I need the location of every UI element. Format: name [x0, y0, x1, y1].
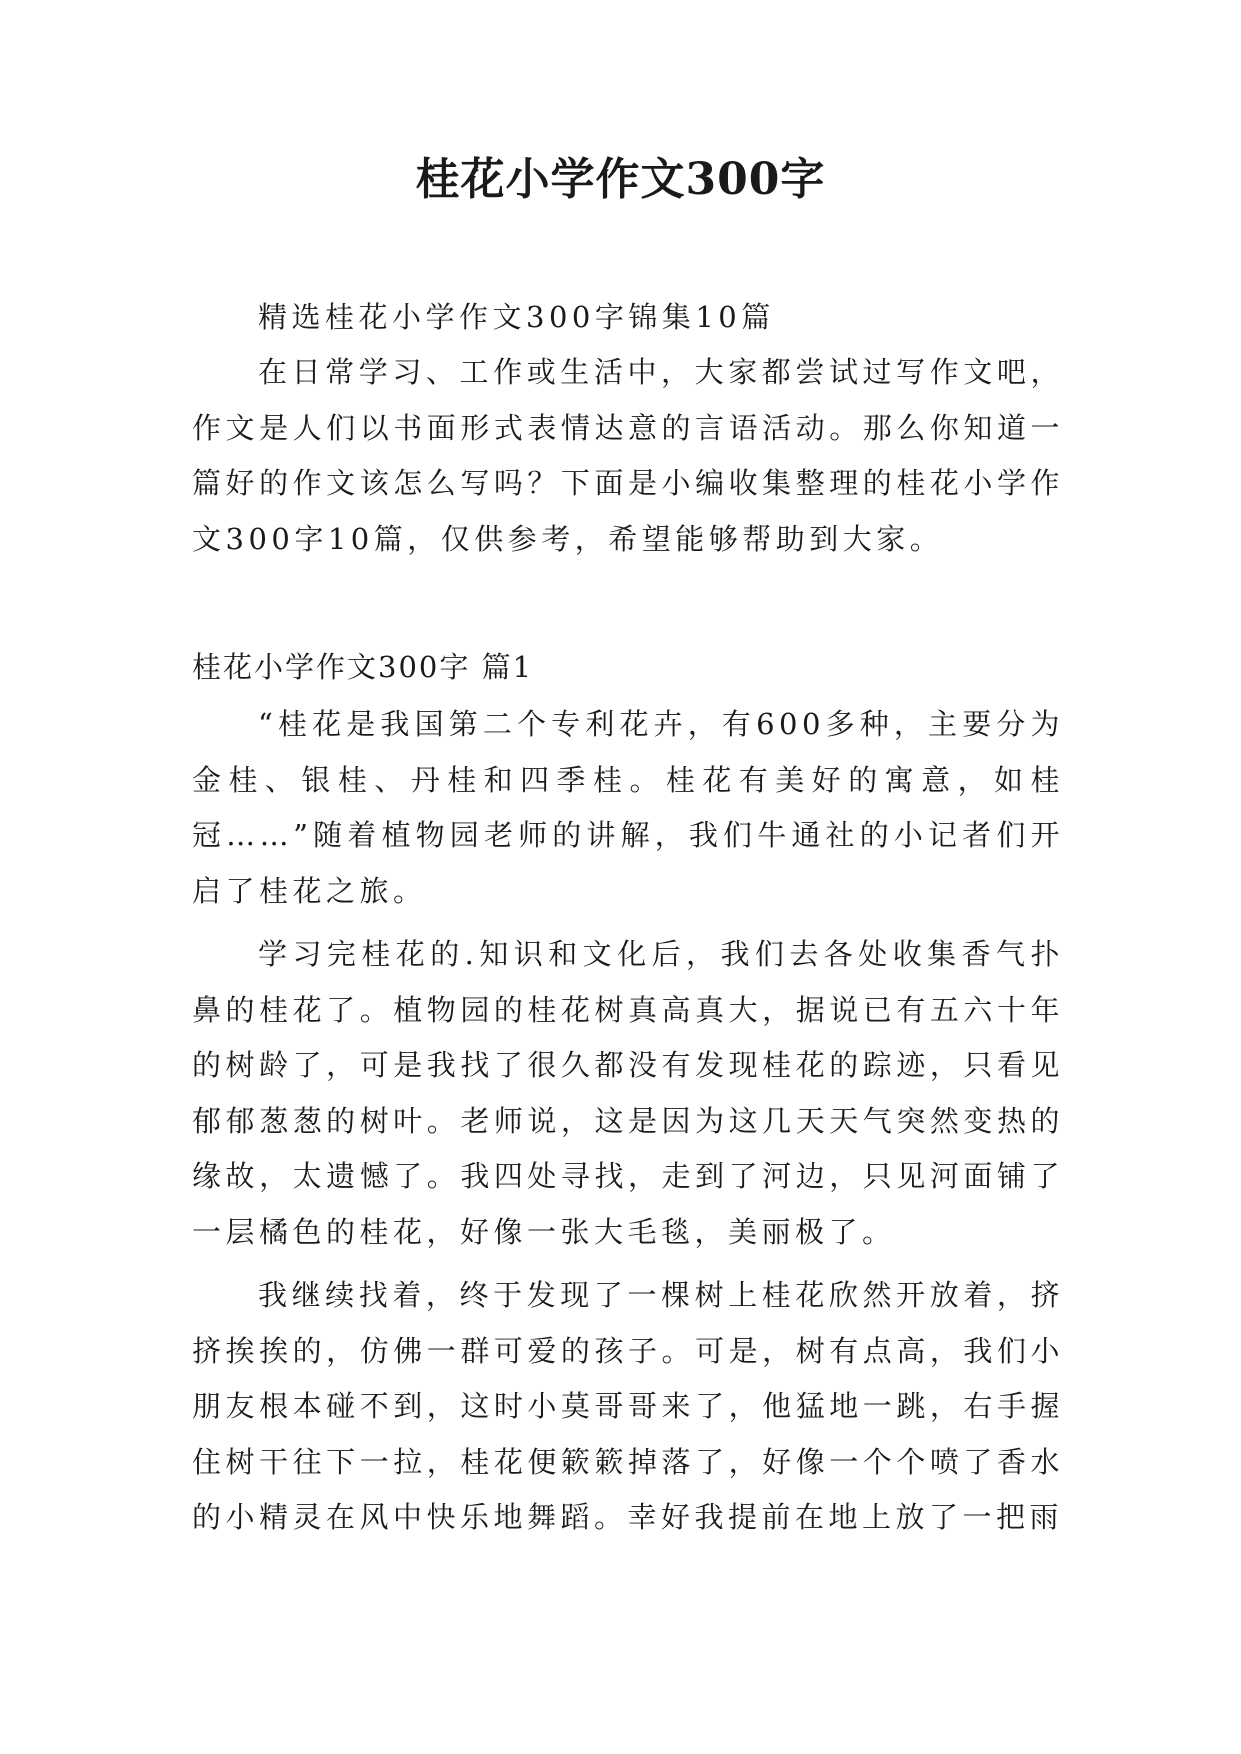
intro-heading: 精选桂花小学作文300字锦集10篇 [258, 300, 775, 334]
section-heading: 桂花小学作文300字 篇1 [192, 650, 534, 684]
section-paragraph: 我继续找着，终于发现了一棵树上桂花欣然开放着，挤挤挨挨的，仿佛一群可爱的孩子。可是，树有点高，我们小朋友根本碰不到，这时小莫哥哥来了，他猛地一跳，右手握住树干往下一拉，桂花便簌簌掉落了，好像一个个喷了香水的小精灵在风中快乐地舞蹈。幸好我提前在地上放了一把雨 [192, 1278, 1064, 1534]
document-title: 桂花小学作文300字 [415, 154, 826, 205]
intro-paragraph: 在日常学习、工作或生活中，大家都尝试过写作文吧，作文是人们以书面形式表情达意的言语活动。那么你知道一篇好的作文该怎么写吗？下面是小编收集整理的桂花小学作文300字10篇，仅供参考，希望能够帮助到大家。 [192, 355, 1064, 556]
section-body [192, 697, 1064, 1554]
section-paragraph: “桂花是我国第二个专利花卉，有600多种，主要分为金桂、银桂、丹桂和四季桂。桂花有美好的寓意，如桂冠……”随着植物园老师的讲解，我们牛通社的小记者们开启了桂花之旅。 [192, 707, 1064, 908]
section-paragraph: 学习完桂花的.知识和文化后，我们去各处收集香气扑鼻的桂花了。植物园的桂花树真高真大，据说已有五六十年的树龄了，可是我找了很久都没有发现桂花的踪迹，只看见郁郁葱葱的树叶。老师说，这是因为这几天天气突然变热的缘故，太遗憾了。我四处寻找，走到了河边，只见河面铺了一层橘色的桂花，好像一张大毛毯，美丽极了。 [192, 937, 1064, 1249]
